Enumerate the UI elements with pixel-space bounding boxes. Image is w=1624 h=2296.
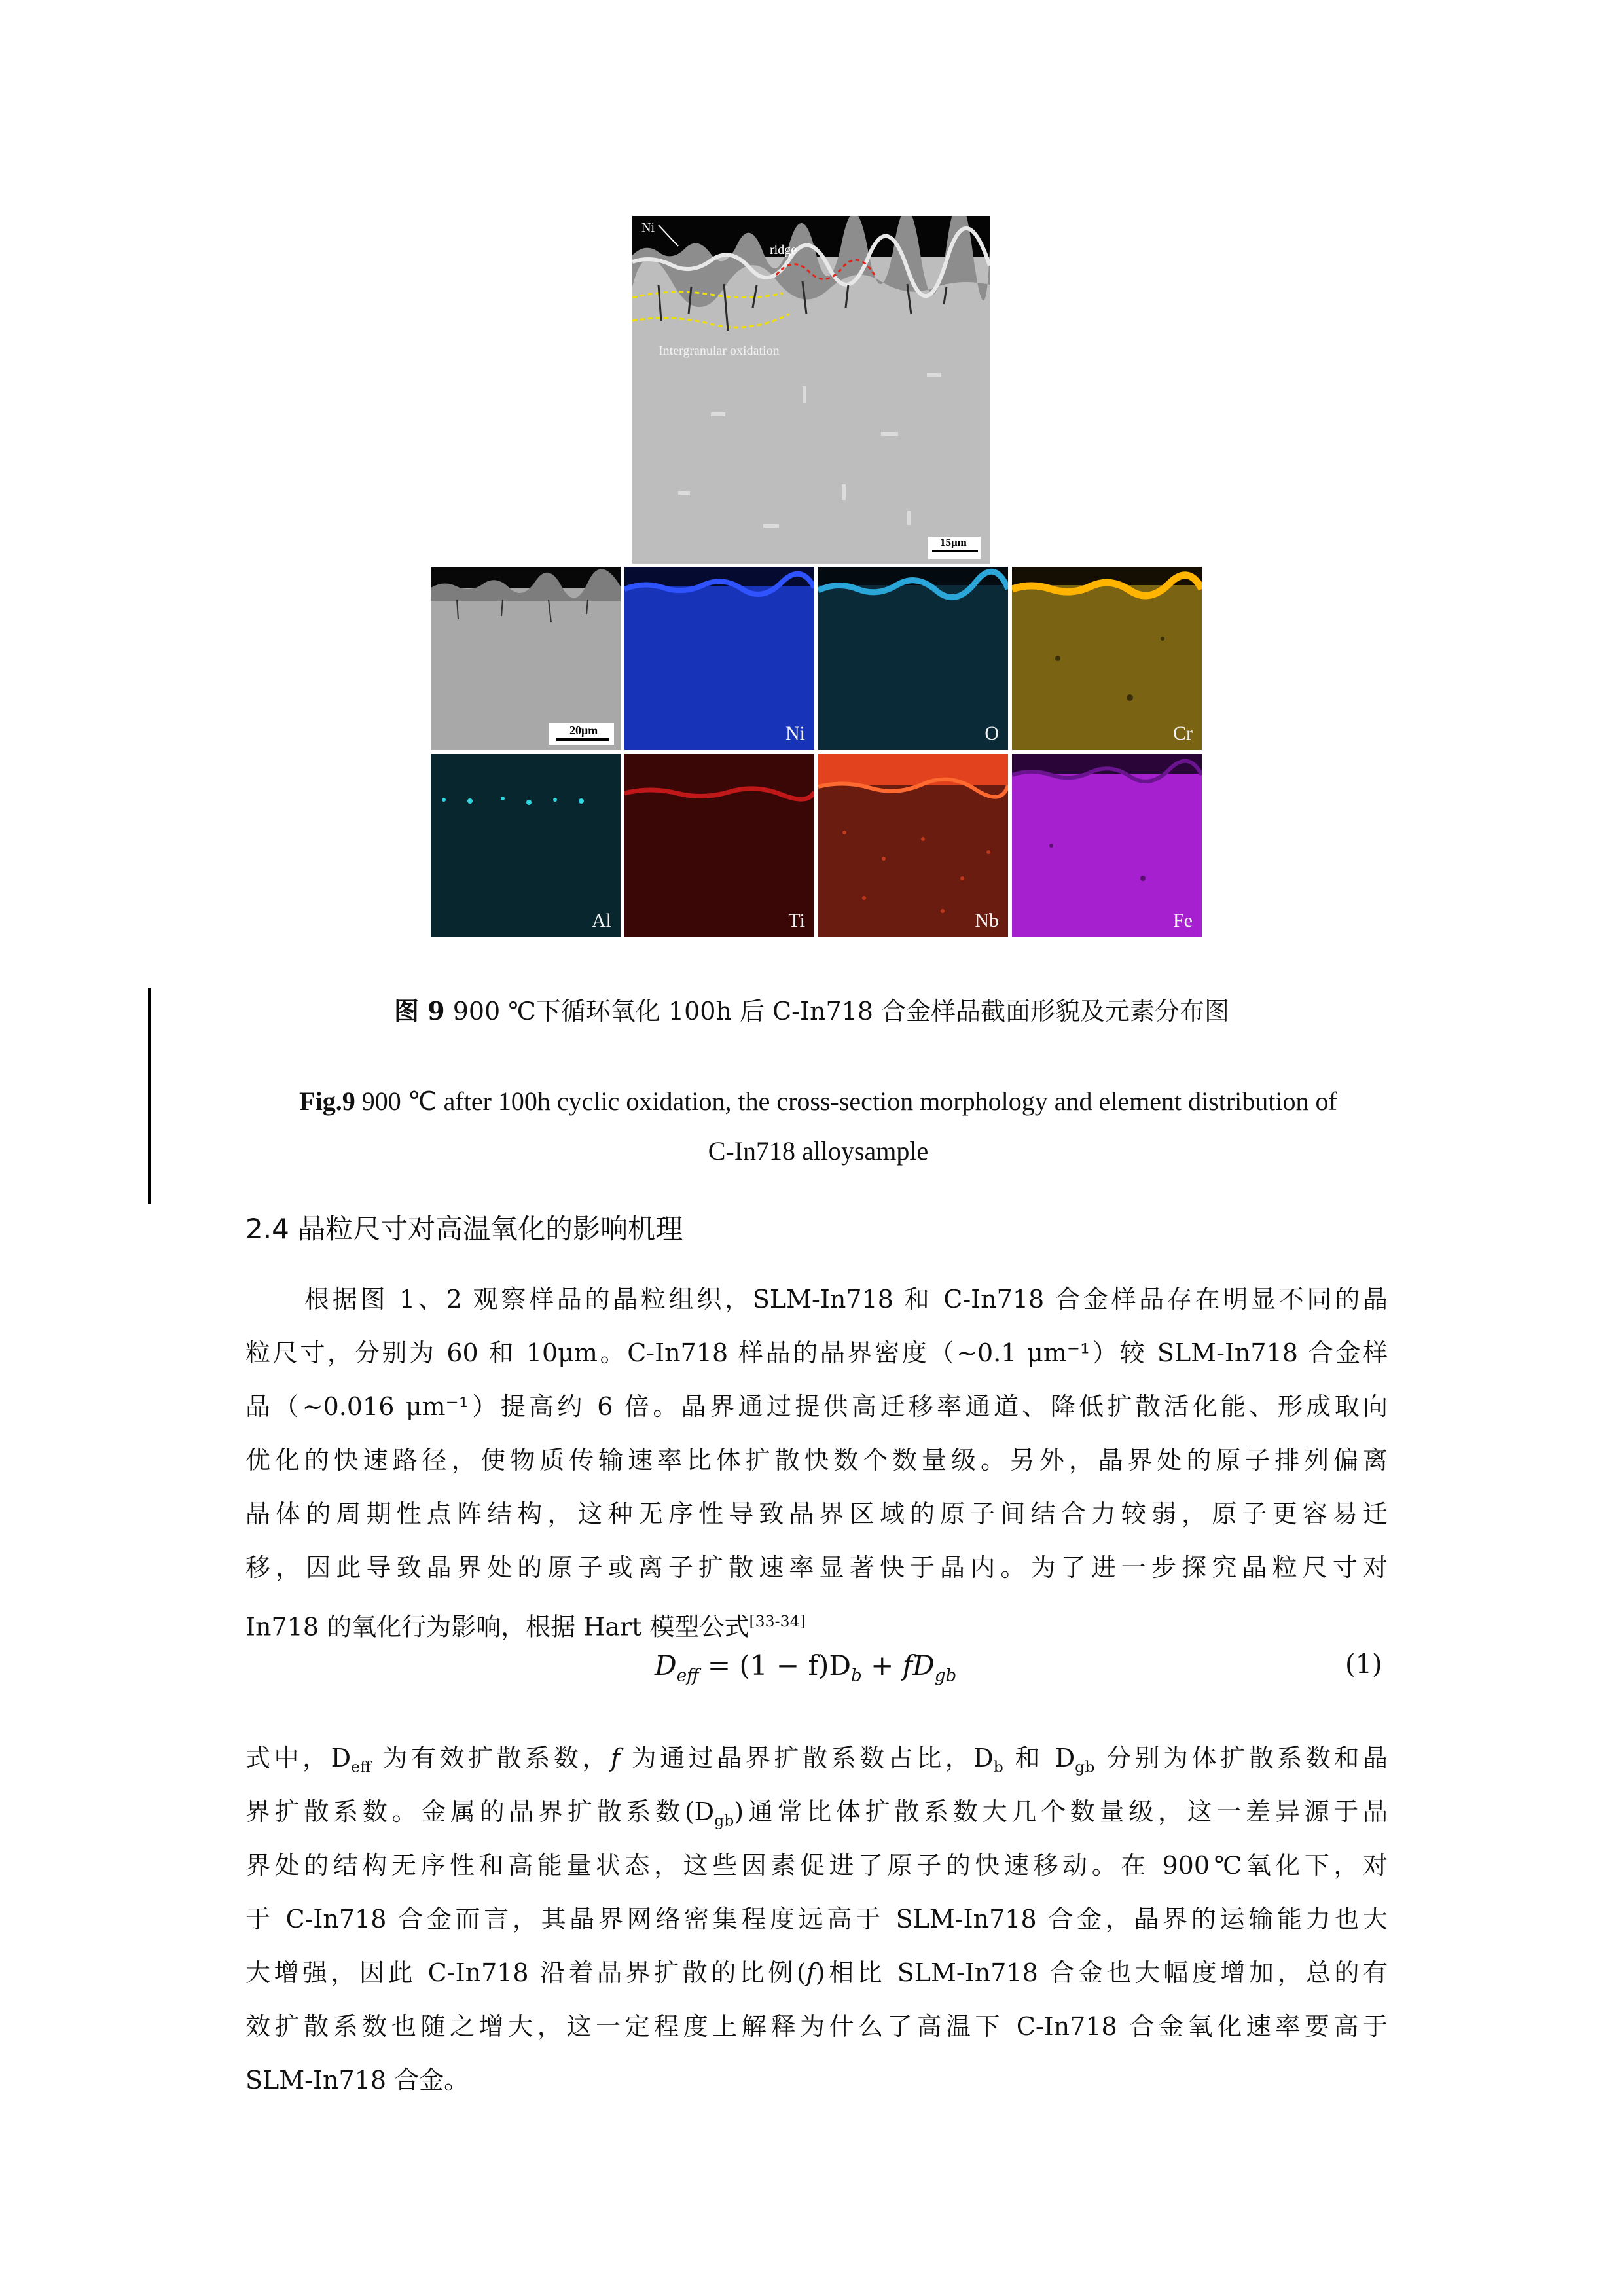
p2-text: )通常比体扩散系数大几个数量级，这一差异源于晶 [734, 1797, 1388, 1826]
formula-mid: = (1 − f)D [698, 1649, 852, 1681]
eds-tile-o [818, 567, 1008, 750]
label-intergranular-oxidation: Intergranular oxidation [659, 344, 780, 358]
paragraph-2 [245, 1731, 1388, 2107]
p2-text: 为通过晶界扩散系数占比，D [619, 1744, 994, 1772]
eds-tile-ni [624, 567, 814, 750]
paragraph-2-line: 界处的结构无序性和高能量状态，这些因素促进了原子的快速移动。在 900℃氧化下，对 [245, 1851, 1388, 1880]
figure-caption-en-label: Fig.9 [299, 1086, 355, 1116]
citation: [33-34] [749, 1612, 806, 1630]
scale-bar-label-15um: 15μm [940, 536, 967, 548]
paragraph-1-line: In718 的氧化行为影响，根据 Hart 模型公式 [245, 1612, 749, 1641]
paragraph-1-line: 粒尺寸，分别为 60 和 10μm。C-In718 样品的晶界密度（~0.1 μm⁻¹）较 SLM-In718 合金样 [245, 1338, 1388, 1367]
paragraph-1-line: 晶体的周期性点阵结构，这种无序性导致晶界区域的原子间结合力较弱，原子更容易迁 [245, 1499, 1388, 1528]
paragraph-2-line [245, 1785, 1388, 1839]
maps-scale-bar [556, 738, 609, 741]
paragraph-2-line: 于 C-In718 合金而言，其晶界网络密集程度远高于 SLM-In718 合金，晶界的运输能力也大 [245, 1905, 1388, 1933]
eds-label-fe: Fe [1173, 910, 1193, 931]
p2-italic: f [806, 1958, 816, 1987]
figure-caption-en-line2: C-In718 alloysample [708, 1136, 929, 1166]
eds-tile-nb [818, 754, 1008, 937]
eds-tile-sem-graphic [431, 567, 621, 750]
figure-caption-cn-text: 900 ℃下循环氧化 100h 后 C-In718 合金样品截面形貌及元素分布图 [444, 997, 1230, 1026]
paragraph-1-last-line [245, 1594, 1388, 1648]
eds-label-cr: Cr [1173, 723, 1193, 744]
eds-tile-sem [431, 567, 621, 750]
p2-italic: f [610, 1744, 620, 1772]
label-ridge: ridge [770, 243, 797, 257]
p2-text: 界扩散系数。金属的晶界扩散系数(D [245, 1797, 715, 1826]
p2-text: 大增强，因此 C-In718 沿着晶界扩散的比例( [245, 1958, 806, 1987]
formula-rhs-sub: gb [934, 1666, 957, 1686]
paragraph-2-line [245, 1731, 1388, 1785]
eds-label-ni: Ni [785, 723, 805, 744]
figure-caption-cn-label: 图 9 [393, 996, 445, 1026]
section-heading: 2.4 晶粒尺寸对高温氧化的影响机理 [245, 1213, 683, 1245]
eds-label-ti: Ti [788, 910, 805, 931]
eds-label-nb: Nb [975, 910, 999, 931]
paragraph-1-line: 品（~0.016 μm⁻¹）提高约 6 倍。晶界通过提供高迁移率通道、降低扩散活化能、形成取向 [245, 1392, 1388, 1421]
paragraph-2-line [245, 1946, 1388, 2000]
formula-lhs: D [655, 1649, 677, 1681]
label-ni: Ni [641, 221, 655, 235]
p2-text: 式中，D [245, 1744, 352, 1772]
eds-tile-cr [1012, 567, 1202, 750]
p2-text: )相比 SLM-In718 合金也大幅度增加，总的有 [815, 1958, 1388, 1987]
figure-caption-en-line1: 900 ℃ after 100h cyclic oxidation, the cross-section morphology and element distribution of [355, 1086, 1337, 1116]
figure-caption-en [242, 1077, 1394, 1176]
equation-number: (1) [1345, 1649, 1382, 1679]
eds-label-o: O [984, 723, 999, 744]
formula-rhs: + fD [861, 1649, 935, 1681]
figure-caption-cn [196, 995, 1427, 1028]
paragraph-1-line: 优化的快速路径，使物质传输速率比体扩散快数个数量级。另外，晶界处的原子排列偏离 [245, 1446, 1388, 1475]
revision-bar [148, 988, 151, 1204]
p2-text: 为有效扩散系数， [370, 1744, 611, 1772]
p2-sub: gb [714, 1811, 734, 1830]
formula-mid-sub: b [851, 1666, 862, 1686]
p2-text: 和 D [1003, 1744, 1075, 1772]
p2-sub: b [993, 1757, 1003, 1776]
paragraph-1 [245, 1272, 1388, 1648]
sem-cross-section-image [632, 216, 990, 564]
sem-cross-section-graphic [632, 216, 990, 564]
p2-sub: eff [351, 1757, 371, 1776]
formula-lhs-sub: eff [676, 1666, 699, 1686]
maps-scale-bar-label: 20μm [569, 724, 598, 737]
eds-tile-al [431, 754, 621, 937]
paragraph-2-line: SLM-In718 合金。 [245, 2066, 469, 2094]
paragraph-1-line: 根据图 1、2 观察样品的晶粒组织，SLM-In718 和 C-In718 合金样品存在明显不同的晶 [304, 1285, 1388, 1314]
equation-1 [655, 1649, 956, 1685]
paragraph-1-line: 移，因此导致晶界处的原子或离子扩散速率显著快于晶内。为了进一步探究晶粒尺寸对 [245, 1553, 1388, 1582]
p2-text: 分别为体扩散系数和晶 [1094, 1744, 1388, 1772]
paragraph-2-line: 效扩散系数也随之增大，这一定程度上解释为什么了高温下 C-In718 合金氧化速率要高于 [245, 2012, 1388, 2041]
p2-sub: gb [1075, 1757, 1095, 1776]
eds-tile-fe [1012, 754, 1202, 937]
eds-tile-ti [624, 754, 814, 937]
eds-label-al: Al [592, 910, 611, 931]
